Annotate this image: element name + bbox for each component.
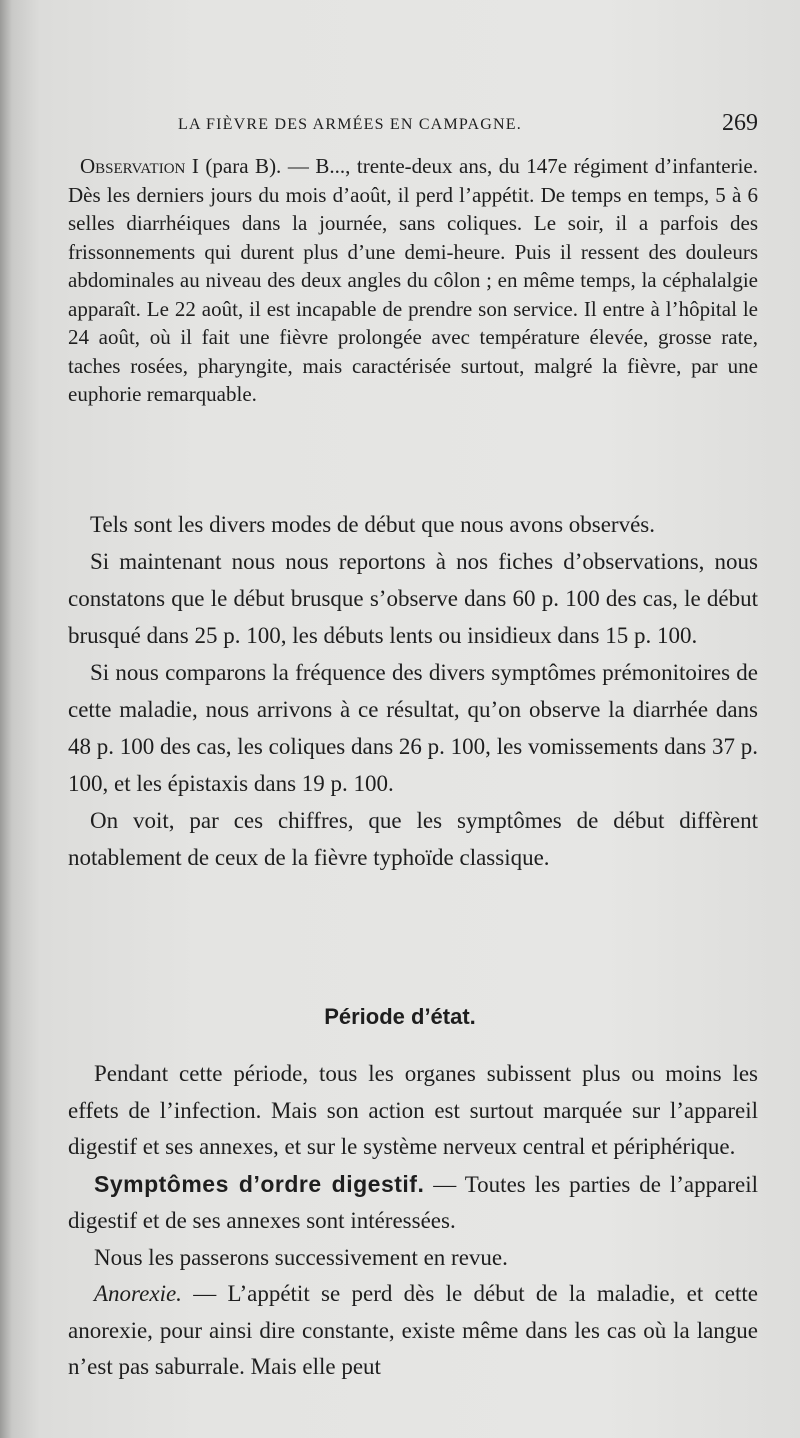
main-text — [68, 506, 758, 876]
running-title: LA FIÈVRE DES ARMÉES EN CAMPAGNE. — [178, 116, 522, 133]
text-anorexie: — L’appétit se perd dès le début de la maladie, et cette anorexie, pour ainsi dire constante, existe même dans les cas où la langue n’est pas saburrale. Mais elle peut — [68, 1281, 758, 1379]
paragraph-symptomes-premonitoires: Si nous comparons la fréquence des divers symptômes prémonitoires de cette maladie, nous arrivons à ce résultat, qu’on observe la diarrhée dans 48 p. 100 des cas, les coliques dans 26 p. 100, les vomissements dans 37 p. 100, et les épistaxis dans 19 p. 100. — [68, 660, 758, 796]
paragraph-statistiques-debut: Si maintenant nous nous reportons à nos fiches d’observations, nous constatons que le début brusque s’observe dans 60 p. 100 des cas, le début brusqué dans 25 p. 100, les débuts lents ou insidieux dans 15 p. 100. — [68, 549, 758, 648]
observation-label: Observation — [80, 154, 186, 178]
paragraph-symptomes-digestifs — [68, 1166, 758, 1240]
paragraph-revue: Nous les passerons successivement en revue. — [94, 1244, 508, 1270]
paragraph-modes-debut: Tels sont les divers modes de début que nous avons observés. — [90, 512, 655, 537]
subheading-symptomes-digestifs: Symptômes d’ordre digestif. — [94, 1170, 425, 1197]
page-header — [178, 112, 758, 142]
observation-text: I (para B). — B..., trente-deux ans, du 147e régiment d’infanterie. Dès les derniers jours du mois d’août, il perd l’appétit. De temps en temps, 5 à 6 selles diarrhéiques dans la journée, sans coliques. Le soir, il a parfois des frissonnements qui durent plus d’une demi-heure. Puis il ressent des douleurs abdominales au niveau des deux angles du côlon ; en même temps, la céphalalgie apparaît. Le 22 août, il est incapable de prendre son service. Il entre à l’hôpital le 24 août, où il fait une fièvre prolongée avec température élevée, grosse rate, taches rosées, pharyngite, mais caractérisée surtout, malgré la fièvre, par une euphorie remarquable. — [68, 154, 758, 406]
observation-block — [68, 152, 758, 409]
paragraph-anorexie — [68, 1276, 758, 1386]
paragraph-periode: Pendant cette période, tous les organes subissent plus ou moins les effets de l’infection. Mais son action est surtout marquée sur l’appareil digestif et ses annexes, et sur le système nerveux central et périphérique. — [68, 1061, 758, 1159]
section-heading: Période d’état. — [324, 1004, 476, 1029]
period-text — [68, 1056, 758, 1386]
text-symptomes-digestifs: — Toutes les parties de l’appareil digestif et de ses annexes sont intéressées. — [68, 1171, 758, 1233]
subheading-anorexie: Anorexie. — [94, 1281, 182, 1306]
page-number: 269 — [722, 110, 758, 136]
observation-paragraph — [68, 152, 758, 409]
paragraph-conclusion: On voit, par ces chiffres, que les symptômes de début diffèrent notablement de ceux de la fièvre typhoïde classique. — [68, 808, 758, 870]
